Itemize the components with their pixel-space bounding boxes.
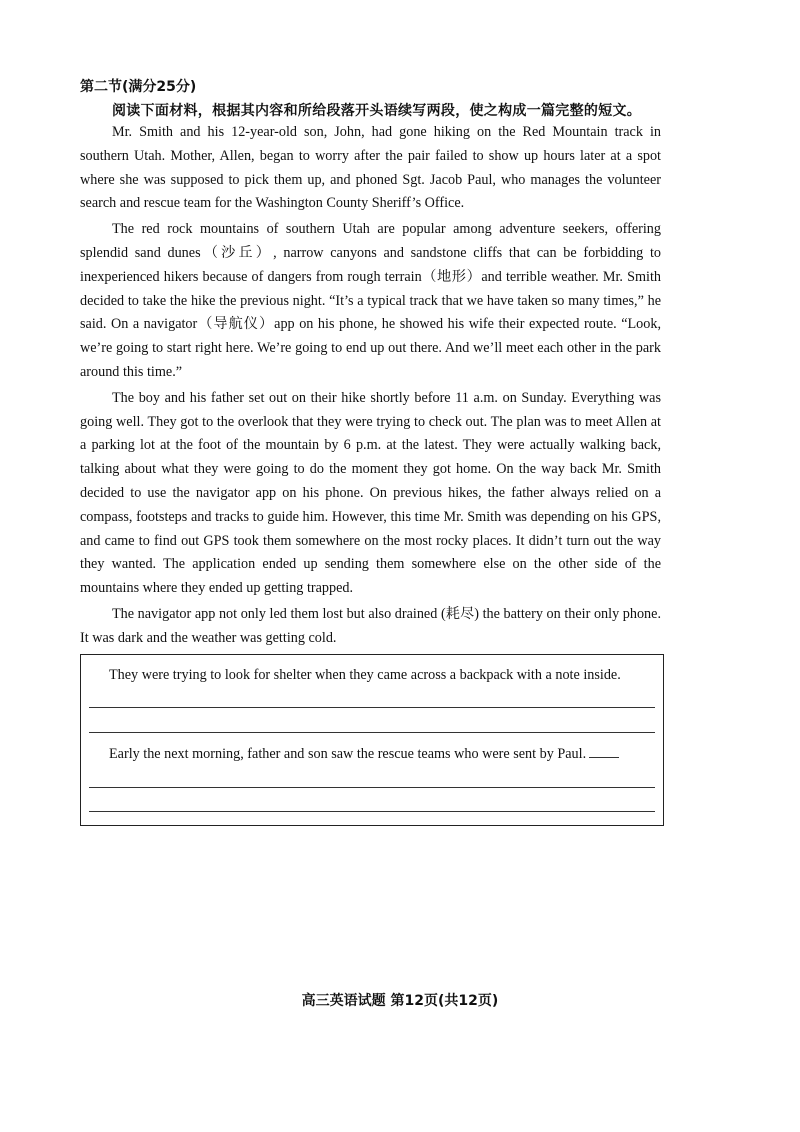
instruction-text: 阅读下面材料，根据其内容和所给段落开头语续写两段，使之构成一篇完整的短文。 (112, 103, 642, 119)
passage-paragraph-4: The navigator app not only led them lost but also drained (耗尽) the battery on their only phone. It was dark and the weather was getting cold. (80, 605, 661, 646)
passage-paragraph-3: The boy and his father set out on their hike shortly before 11 a.m. on Sunday. Everything was going well. They got to the overlook that they were trying to check out. The plan was to meet Allen at a parking lot at the foot of the mountain by 6 p.m. at the latest. They were actually walking back, talking about what they were going to do the moment they got home. On the way back Mr. Smith decided to use the navigator app on his phone. On previous hikes, the father always relied on a compass, footsteps and tracks to guide him. However, this time Mr. Smith was depending on his GPS, and came to find out GPS took them somewhere on the most rocky places. It didn’t turn out the way they wanted. The application ended up sending them somewhere else on the other side of the mountains where they ended up getting trapped. (80, 389, 661, 597)
reading-passage (80, 121, 661, 651)
writing-answer-box (80, 654, 664, 826)
paragraph-opening-2: Early the next morning, father and son saw the rescue teams who were sent by Paul. (109, 745, 619, 763)
page-footer: 高三英语试题 第12页(共12页) (301, 993, 499, 1009)
passage-paragraph-1: Mr. Smith and his 12-year-old son, John, had gone hiking on the Red Mountain track in southern Utah. Mother, Allen, began to worry after the pair failed to show up hours later at a spot where she was supposed to pick them up, and phoned Sgt. Jacob Paul, who manages the volunteer search and rescue team for the Washington County Sheriff’s Office. (80, 124, 661, 212)
paragraph-opening-1: They were trying to look for shelter when they came across a backpack with a note inside. (109, 667, 621, 683)
writing-line[interactable] (89, 732, 655, 733)
passage-paragraph-2: The red rock mountains of southern Utah are popular among adventure seekers, offering splendid sand dunes（沙丘）, narrow canyons and sandstone cliffs that can be forbidding to inexperienced hikers because of dangers from rough terrain（地形）and terrible weather. Mr. Smith decided to take the hike the previous night. “It’s a typical track that we have taken so many times,” he said. On a navigator（导航仪）app on his phone, he showed his wife their expected route. “Look, we’re going to start right here. We’re going to end up out there. And we’ll meet each other in the park around this time.” (80, 221, 661, 380)
writing-line[interactable] (89, 787, 655, 788)
writing-line[interactable] (89, 707, 655, 708)
section-title: 第二节(满分25分) (80, 79, 197, 95)
writing-blank[interactable] (589, 745, 619, 758)
writing-line[interactable] (89, 811, 655, 812)
